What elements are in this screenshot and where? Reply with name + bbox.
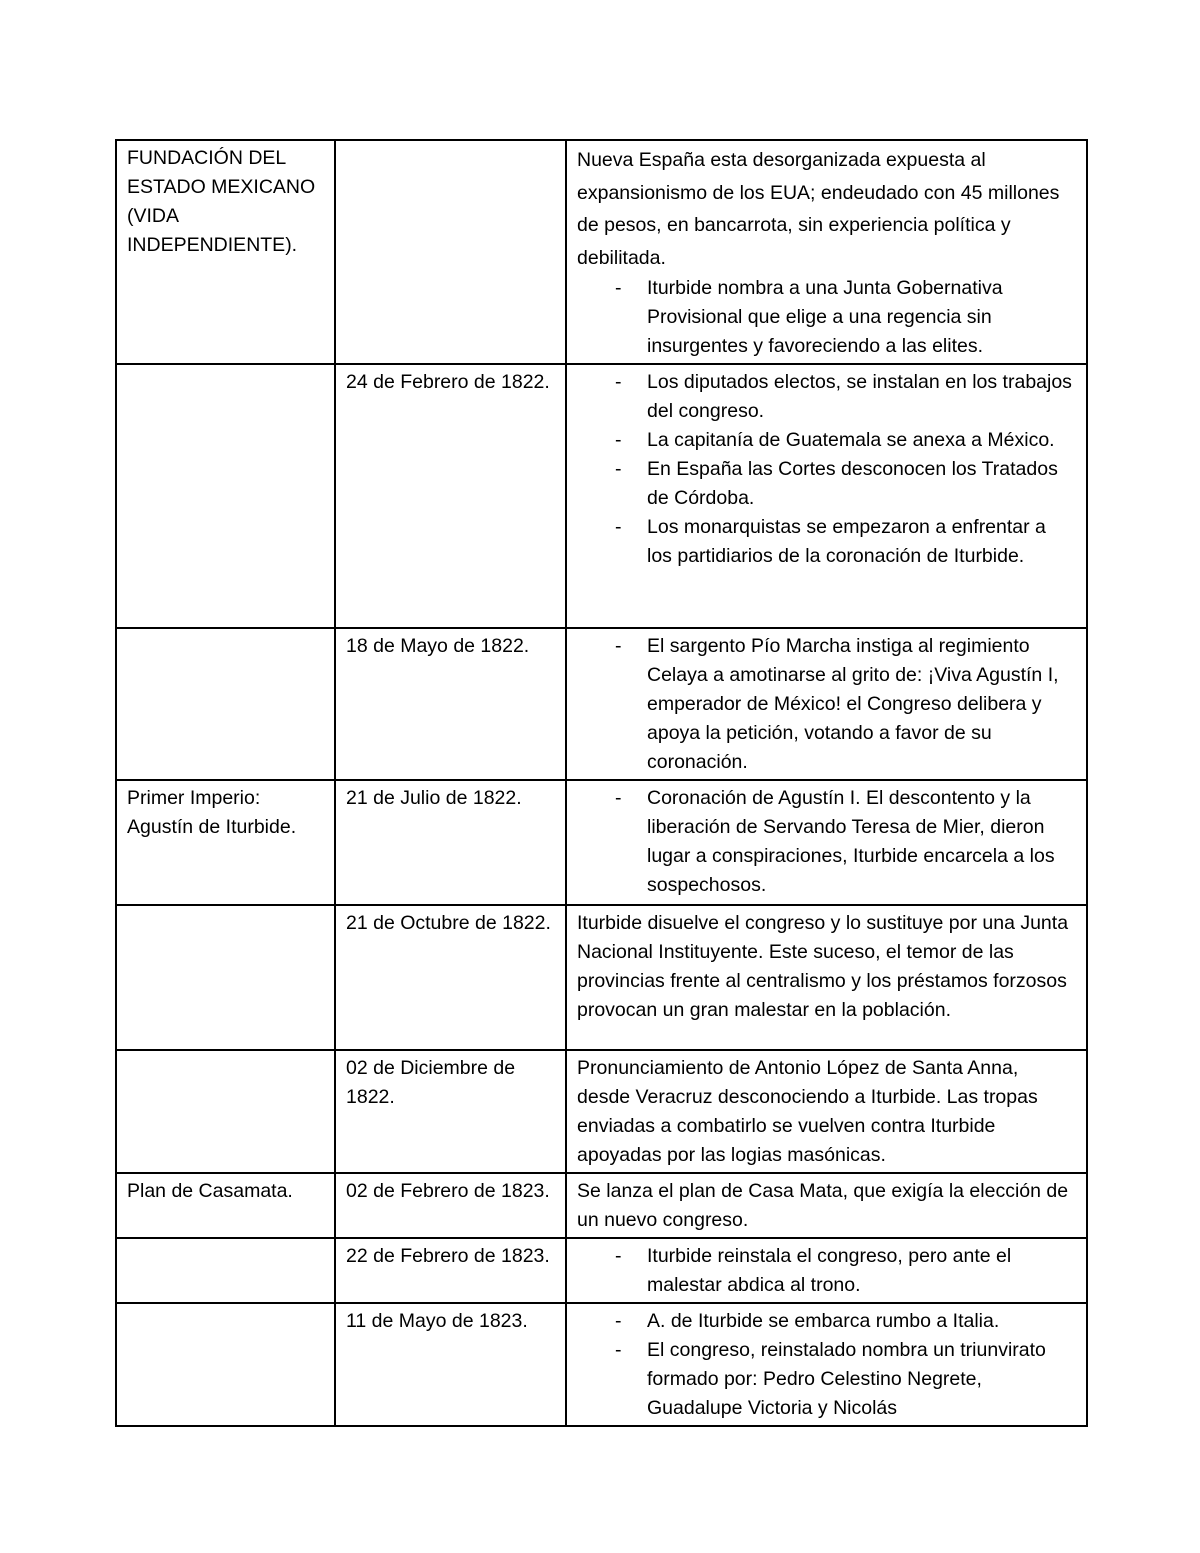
topic-cell <box>116 905 335 1050</box>
table-row <box>116 780 1087 905</box>
event-cell <box>566 1173 1087 1238</box>
topic-cell <box>116 1238 335 1303</box>
table-row <box>116 364 1087 628</box>
event-cell <box>566 364 1087 628</box>
event-text: Nueva España esta desorganizada expuesta al expansionismo de los EUA; endeudado con 45 millones de pesos, en bancarrota, sin experiencia política y debilitada. <box>577 149 1060 269</box>
dash-marker: - <box>615 1310 622 1332</box>
bullet-text: A. de Iturbide se embarca rumbo a Italia. <box>647 1310 1000 1332</box>
event-cell <box>566 1050 1087 1173</box>
dash-marker: - <box>615 277 622 299</box>
bullet-item <box>577 1242 1076 1300</box>
bullet-text: En España las Cortes desconocen los Tratados de Córdoba. <box>647 458 1058 509</box>
topic-cell <box>116 364 335 628</box>
bullet-text: Iturbide reinstala el congreso, pero ante el malestar abdica al trono. <box>647 1245 1012 1296</box>
dash-marker: - <box>615 635 622 657</box>
date-cell: 22 de Febrero de 1823. <box>335 1238 566 1303</box>
date-cell: 21 de Julio de 1822. <box>335 780 566 905</box>
bullet-text: La capitanía de Guatemala se anexa a México. <box>647 429 1055 451</box>
table-row <box>116 1050 1087 1173</box>
date-cell: 21 de Octubre de 1822. <box>335 905 566 1050</box>
event-cell <box>566 140 1087 364</box>
topic-cell: Primer Imperio: Agustín de Iturbide. <box>116 780 335 905</box>
event-cell <box>566 905 1087 1050</box>
topic-cell <box>116 628 335 780</box>
bullet-item <box>577 1336 1076 1423</box>
dash-marker: - <box>615 516 622 538</box>
bullet-item <box>577 513 1076 571</box>
topic-cell: FUNDACIÓN DEL ESTADO MEXICANO (VIDA INDEPENDIENTE). <box>116 140 335 364</box>
bullet-item <box>577 784 1076 900</box>
date-cell: 18 de Mayo de 1822. <box>335 628 566 780</box>
bullet-list <box>577 784 1076 900</box>
date-cell: 02 de Febrero de 1823. <box>335 1173 566 1238</box>
table-row <box>116 905 1087 1050</box>
bullet-text: Iturbide nombra a una Junta Gobernativa Provisional que elige a una regencia sin insurgentes y favoreciendo a las elites. <box>647 277 1003 357</box>
bullet-item <box>577 1307 1076 1336</box>
table-row <box>116 1303 1087 1426</box>
bullet-list <box>577 632 1076 777</box>
bullet-item <box>577 368 1076 426</box>
bullet-list <box>577 1307 1076 1423</box>
event-text: Iturbide disuelve el congreso y lo sustituye por una Junta Nacional Instituyente. Este suceso, el temor de las provincias frente al centralismo y los préstamos forzosos provocan un gran malestar en la población. <box>577 912 1069 1021</box>
bullet-list <box>577 274 1076 361</box>
bullet-text: El sargento Pío Marcha instiga al regimiento Celaya a amotinarse al grito de: ¡Viva Agustín I, emperador de México! el Congreso delibera y apoya la petición, votando a favor de su coronación. <box>647 635 1059 773</box>
timeline-body <box>116 140 1087 1426</box>
event-cell <box>566 628 1087 780</box>
event-cell <box>566 1303 1087 1426</box>
dash-marker: - <box>615 371 622 393</box>
bullet-item <box>577 632 1076 777</box>
dash-marker: - <box>615 458 622 480</box>
bullet-list <box>577 368 1076 571</box>
event-cell <box>566 1238 1087 1303</box>
bullet-list <box>577 1242 1076 1300</box>
table-row <box>116 628 1087 780</box>
topic-cell <box>116 1050 335 1173</box>
bullet-item <box>577 274 1076 361</box>
topic-cell <box>116 1303 335 1426</box>
bullet-text: Coronación de Agustín I. El descontento y la liberación de Servando Teresa de Mier, dieron lugar a conspiraciones, Iturbide encarcela a los sospechosos. <box>647 787 1055 896</box>
dash-marker: - <box>615 1339 622 1361</box>
dash-marker: - <box>615 787 622 809</box>
dash-marker: - <box>615 429 622 451</box>
bullet-item <box>577 455 1076 513</box>
table-row <box>116 140 1087 364</box>
table-row <box>116 1238 1087 1303</box>
event-text: Pronunciamiento de Antonio López de Santa Anna, desde Veracruz desconociendo a Iturbide. Las tropas enviadas a combatirlo se vuelven contra Iturbide apoyadas por las logias masónicas. <box>577 1057 1038 1166</box>
date-cell: 02 de Diciembre de 1822. <box>335 1050 566 1173</box>
table-row <box>116 1173 1087 1238</box>
topic-cell: Plan de Casamata. <box>116 1173 335 1238</box>
bullet-text: Los diputados electos, se instalan en los trabajos del congreso. <box>647 371 1072 422</box>
bullet-item <box>577 426 1076 455</box>
dash-marker: - <box>615 1245 622 1267</box>
bullet-text: El congreso, reinstalado nombra un triunvirato formado por: Pedro Celestino Negrete, Guadalupe Victoria y Nicolás <box>647 1339 1046 1419</box>
timeline-table <box>115 139 1088 1427</box>
date-cell <box>335 140 566 364</box>
bullet-text: Los monarquistas se empezaron a enfrentar a los partidiarios de la coronación de Iturbide. <box>647 516 1046 567</box>
date-cell: 24 de Febrero de 1822. <box>335 364 566 628</box>
event-text: Se lanza el plan de Casa Mata, que exigía la elección de un nuevo congreso. <box>577 1180 1069 1231</box>
date-cell: 11 de Mayo de 1823. <box>335 1303 566 1426</box>
event-cell <box>566 780 1087 905</box>
